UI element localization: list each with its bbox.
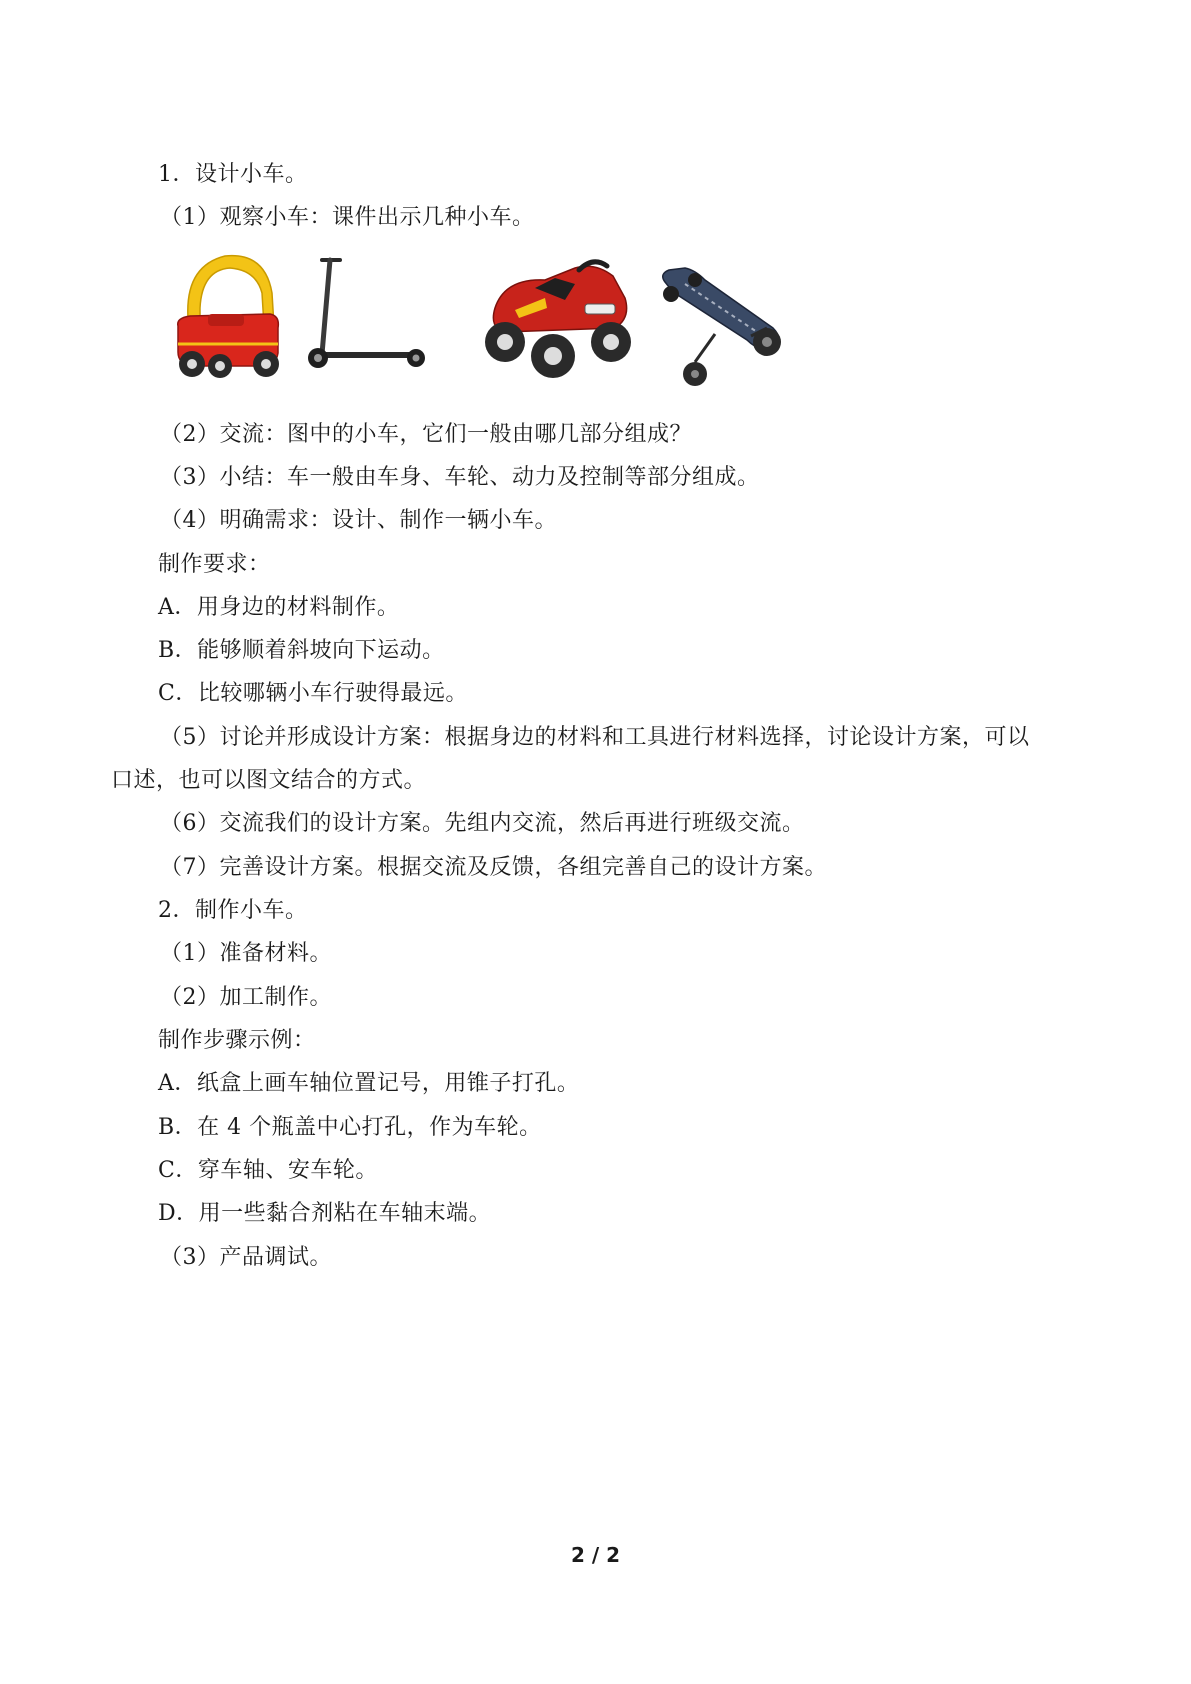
example-step-a: A．纸盒上画车轴位置记号，用锥子打孔。 xyxy=(158,1071,580,1096)
skateboard-image xyxy=(655,262,790,387)
requirement-c: C．比较哪辆小车行驶得最远。 xyxy=(158,681,468,706)
step-observe: （1）观察小车：课件出示几种小车。 xyxy=(160,205,535,230)
requirement-b: B．能够顺着斜坡向下运动。 xyxy=(158,638,445,663)
requirement-a: A．用身边的材料制作。 xyxy=(158,595,400,620)
scooter-image xyxy=(300,254,435,379)
page-number: 2 / 2 xyxy=(570,1543,621,1567)
vehicle-images xyxy=(170,262,870,422)
step-design-plan: （5）讨论并形成设计方案：根据身边的材料和工具进行材料选择，讨论设计方案，可以 xyxy=(160,725,1030,750)
atv-image xyxy=(475,248,635,383)
step-discuss: （2）交流：图中的小车，它们一般由哪几部分组成？ xyxy=(160,422,692,447)
section-heading-make: 2．制作小车。 xyxy=(158,898,308,923)
step-requirement: （4）明确需求：设计、制作一辆小车。 xyxy=(160,508,557,533)
toy-car-image xyxy=(170,248,285,383)
requirements-heading: 制作要求： xyxy=(158,552,271,577)
example-steps-heading: 制作步骤示例： xyxy=(158,1028,316,1053)
step-fabricate: （2）加工制作。 xyxy=(160,985,332,1010)
step-test: （3）产品调试。 xyxy=(160,1245,332,1270)
example-step-b: B．在 4 个瓶盖中心打孔，作为车轮。 xyxy=(158,1115,542,1140)
example-step-c: C．穿车轴、安车轮。 xyxy=(158,1158,378,1183)
step-design-plan-continued: 口述，也可以图文结合的方式。 xyxy=(111,768,427,793)
step-improve: （7）完善设计方案。根据交流及反馈，各组完善自己的设计方案。 xyxy=(160,855,827,880)
section-heading-design: 1．设计小车。 xyxy=(158,162,308,187)
step-summary: （3）小结：车一般由车身、车轮、动力及控制等部分组成。 xyxy=(160,465,760,490)
step-exchange: （6）交流我们的设计方案。先组内交流，然后再进行班级交流。 xyxy=(160,811,805,836)
example-step-d: D．用一些黏合剂粘在车轴末端。 xyxy=(158,1201,492,1226)
step-prepare: （1）准备材料。 xyxy=(160,941,332,966)
